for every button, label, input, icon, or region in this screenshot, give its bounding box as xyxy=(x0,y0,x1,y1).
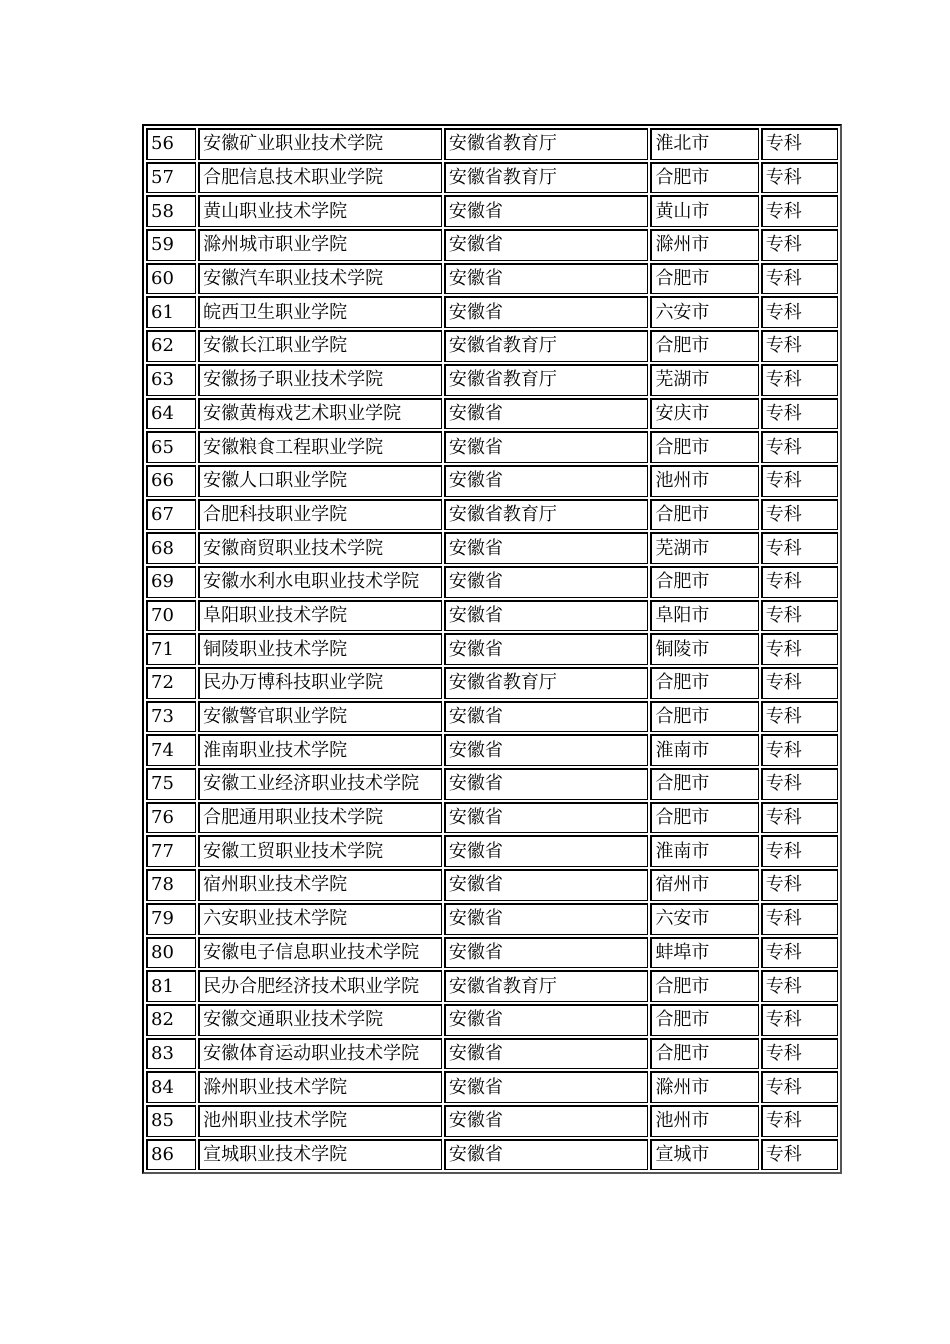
city-cell: 合肥市 xyxy=(650,431,758,463)
level-cell: 专科 xyxy=(761,970,838,1002)
row-number-cell: 58 xyxy=(146,195,196,227)
school-name-cell: 安徽扬子职业技术学院 xyxy=(198,364,442,396)
row-number-cell: 57 xyxy=(146,162,196,194)
city-cell: 六安市 xyxy=(650,903,758,935)
row-number-cell: 62 xyxy=(146,330,196,362)
table-row xyxy=(146,1038,838,1070)
authority-cell: 安徽省 xyxy=(444,1105,649,1137)
school-name-cell: 安徽黄梅戏艺术职业学院 xyxy=(198,398,442,430)
city-cell: 合肥市 xyxy=(650,330,758,362)
table-row xyxy=(146,532,838,564)
city-cell: 淮南市 xyxy=(650,835,758,867)
level-cell: 专科 xyxy=(761,195,838,227)
school-name-cell: 安徽长江职业学院 xyxy=(198,330,442,362)
level-cell: 专科 xyxy=(761,330,838,362)
table-row xyxy=(146,667,838,699)
authority-cell: 安徽省 xyxy=(444,1071,649,1103)
authority-cell: 安徽省 xyxy=(444,600,649,632)
table-row xyxy=(146,162,838,194)
row-number-cell: 86 xyxy=(146,1139,196,1171)
authority-cell: 安徽省 xyxy=(444,903,649,935)
table-row xyxy=(146,499,838,531)
level-cell: 专科 xyxy=(761,701,838,733)
row-number-cell: 81 xyxy=(146,970,196,1002)
school-name-cell: 皖西卫生职业学院 xyxy=(198,296,442,328)
level-cell: 专科 xyxy=(761,869,838,901)
level-cell: 专科 xyxy=(761,398,838,430)
table-row xyxy=(146,1139,838,1171)
school-name-cell: 六安职业技术学院 xyxy=(198,903,442,935)
row-number-cell: 73 xyxy=(146,701,196,733)
row-number-cell: 69 xyxy=(146,566,196,598)
table-row xyxy=(146,600,838,632)
table-row xyxy=(146,195,838,227)
table-row xyxy=(146,701,838,733)
city-cell: 宣城市 xyxy=(650,1139,758,1171)
row-number-cell: 84 xyxy=(146,1071,196,1103)
row-number-cell: 75 xyxy=(146,768,196,800)
city-cell: 合肥市 xyxy=(650,263,758,295)
row-number-cell: 83 xyxy=(146,1038,196,1070)
row-number-cell: 85 xyxy=(146,1105,196,1137)
table-row xyxy=(146,970,838,1002)
authority-cell: 安徽省 xyxy=(444,1038,649,1070)
authority-cell: 安徽省 xyxy=(444,835,649,867)
city-cell: 淮北市 xyxy=(650,128,758,160)
row-number-cell: 56 xyxy=(146,128,196,160)
level-cell: 专科 xyxy=(761,667,838,699)
city-cell: 合肥市 xyxy=(650,802,758,834)
level-cell: 专科 xyxy=(761,734,838,766)
school-name-cell: 安徽工贸职业技术学院 xyxy=(198,835,442,867)
city-cell: 安庆市 xyxy=(650,398,758,430)
authority-cell: 安徽省 xyxy=(444,263,649,295)
level-cell: 专科 xyxy=(761,835,838,867)
authority-cell: 安徽省 xyxy=(444,633,649,665)
school-name-cell: 安徽体育运动职业技术学院 xyxy=(198,1038,442,1070)
school-name-cell: 黄山职业技术学院 xyxy=(198,195,442,227)
school-name-cell: 民办合肥经济技术职业学院 xyxy=(198,970,442,1002)
city-cell: 合肥市 xyxy=(650,701,758,733)
table-row xyxy=(146,128,838,160)
row-number-cell: 76 xyxy=(146,802,196,834)
school-name-cell: 合肥科技职业学院 xyxy=(198,499,442,531)
school-name-cell: 安徽商贸职业技术学院 xyxy=(198,532,442,564)
level-cell: 专科 xyxy=(761,1139,838,1171)
authority-cell: 安徽省教育厅 xyxy=(444,970,649,1002)
authority-cell: 安徽省教育厅 xyxy=(444,330,649,362)
table-row xyxy=(146,431,838,463)
city-cell: 合肥市 xyxy=(650,667,758,699)
authority-cell: 安徽省 xyxy=(444,296,649,328)
table-row xyxy=(146,903,838,935)
table-row xyxy=(146,869,838,901)
city-cell: 合肥市 xyxy=(650,768,758,800)
authority-cell: 安徽省教育厅 xyxy=(444,499,649,531)
school-name-cell: 安徽电子信息职业技术学院 xyxy=(198,937,442,969)
level-cell: 专科 xyxy=(761,937,838,969)
row-number-cell: 77 xyxy=(146,835,196,867)
level-cell: 专科 xyxy=(761,1038,838,1070)
school-name-cell: 安徽人口职业学院 xyxy=(198,465,442,497)
school-name-cell: 安徽水利水电职业技术学院 xyxy=(198,566,442,598)
city-cell: 六安市 xyxy=(650,296,758,328)
level-cell: 专科 xyxy=(761,128,838,160)
table-row xyxy=(146,398,838,430)
authority-cell: 安徽省教育厅 xyxy=(444,667,649,699)
row-number-cell: 82 xyxy=(146,1004,196,1036)
school-name-cell: 安徽交通职业技术学院 xyxy=(198,1004,442,1036)
city-cell: 芜湖市 xyxy=(650,364,758,396)
table-row xyxy=(146,734,838,766)
authority-cell: 安徽省 xyxy=(444,566,649,598)
level-cell: 专科 xyxy=(761,768,838,800)
level-cell: 专科 xyxy=(761,1105,838,1137)
authority-cell: 安徽省 xyxy=(444,1139,649,1171)
city-cell: 池州市 xyxy=(650,465,758,497)
authority-cell: 安徽省 xyxy=(444,869,649,901)
authority-cell: 安徽省 xyxy=(444,734,649,766)
authority-cell: 安徽省 xyxy=(444,398,649,430)
level-cell: 专科 xyxy=(761,1071,838,1103)
level-cell: 专科 xyxy=(761,364,838,396)
school-name-cell: 安徽矿业职业技术学院 xyxy=(198,128,442,160)
row-number-cell: 61 xyxy=(146,296,196,328)
school-name-cell: 池州职业技术学院 xyxy=(198,1105,442,1137)
city-cell: 芜湖市 xyxy=(650,532,758,564)
row-number-cell: 79 xyxy=(146,903,196,935)
row-number-cell: 80 xyxy=(146,937,196,969)
row-number-cell: 67 xyxy=(146,499,196,531)
city-cell: 铜陵市 xyxy=(650,633,758,665)
row-number-cell: 68 xyxy=(146,532,196,564)
level-cell: 专科 xyxy=(761,1004,838,1036)
city-cell: 合肥市 xyxy=(650,499,758,531)
level-cell: 专科 xyxy=(761,532,838,564)
authority-cell: 安徽省 xyxy=(444,1004,649,1036)
table-row xyxy=(146,835,838,867)
level-cell: 专科 xyxy=(761,802,838,834)
authority-cell: 安徽省教育厅 xyxy=(444,364,649,396)
authority-cell: 安徽省 xyxy=(444,431,649,463)
table-row xyxy=(146,465,838,497)
table-row xyxy=(146,296,838,328)
city-cell: 滁州市 xyxy=(650,1071,758,1103)
city-cell: 阜阳市 xyxy=(650,600,758,632)
row-number-cell: 71 xyxy=(146,633,196,665)
city-cell: 滁州市 xyxy=(650,229,758,261)
city-cell: 淮南市 xyxy=(650,734,758,766)
row-number-cell: 70 xyxy=(146,600,196,632)
level-cell: 专科 xyxy=(761,633,838,665)
row-number-cell: 74 xyxy=(146,734,196,766)
level-cell: 专科 xyxy=(761,499,838,531)
school-name-cell: 宣城职业技术学院 xyxy=(198,1139,442,1171)
table-row xyxy=(146,1105,838,1137)
university-table xyxy=(142,124,842,1174)
row-number-cell: 72 xyxy=(146,667,196,699)
level-cell: 专科 xyxy=(761,465,838,497)
city-cell: 合肥市 xyxy=(650,162,758,194)
school-name-cell: 淮南职业技术学院 xyxy=(198,734,442,766)
table-row xyxy=(146,364,838,396)
city-cell: 合肥市 xyxy=(650,970,758,1002)
level-cell: 专科 xyxy=(761,600,838,632)
authority-cell: 安徽省 xyxy=(444,532,649,564)
city-cell: 合肥市 xyxy=(650,1038,758,1070)
authority-cell: 安徽省 xyxy=(444,802,649,834)
city-cell: 合肥市 xyxy=(650,1004,758,1036)
authority-cell: 安徽省 xyxy=(444,195,649,227)
school-name-cell: 安徽工业经济职业技术学院 xyxy=(198,768,442,800)
level-cell: 专科 xyxy=(761,903,838,935)
level-cell: 专科 xyxy=(761,566,838,598)
city-cell: 合肥市 xyxy=(650,566,758,598)
row-number-cell: 78 xyxy=(146,869,196,901)
school-name-cell: 安徽汽车职业技术学院 xyxy=(198,263,442,295)
level-cell: 专科 xyxy=(761,229,838,261)
level-cell: 专科 xyxy=(761,162,838,194)
table-row xyxy=(146,566,838,598)
table-row xyxy=(146,937,838,969)
level-cell: 专科 xyxy=(761,296,838,328)
table-row xyxy=(146,633,838,665)
school-name-cell: 合肥通用职业技术学院 xyxy=(198,802,442,834)
table-row xyxy=(146,1071,838,1103)
authority-cell: 安徽省 xyxy=(444,465,649,497)
authority-cell: 安徽省教育厅 xyxy=(444,128,649,160)
authority-cell: 安徽省 xyxy=(444,229,649,261)
row-number-cell: 65 xyxy=(146,431,196,463)
authority-cell: 安徽省教育厅 xyxy=(444,162,649,194)
school-name-cell: 铜陵职业技术学院 xyxy=(198,633,442,665)
row-number-cell: 60 xyxy=(146,263,196,295)
school-name-cell: 阜阳职业技术学院 xyxy=(198,600,442,632)
city-cell: 池州市 xyxy=(650,1105,758,1137)
table-row xyxy=(146,229,838,261)
school-name-cell: 宿州职业技术学院 xyxy=(198,869,442,901)
authority-cell: 安徽省 xyxy=(444,768,649,800)
school-name-cell: 安徽粮食工程职业学院 xyxy=(198,431,442,463)
level-cell: 专科 xyxy=(761,263,838,295)
table-row xyxy=(146,768,838,800)
authority-cell: 安徽省 xyxy=(444,701,649,733)
row-number-cell: 63 xyxy=(146,364,196,396)
row-number-cell: 59 xyxy=(146,229,196,261)
row-number-cell: 64 xyxy=(146,398,196,430)
city-cell: 蚌埠市 xyxy=(650,937,758,969)
school-name-cell: 安徽警官职业学院 xyxy=(198,701,442,733)
table-row xyxy=(146,802,838,834)
row-number-cell: 66 xyxy=(146,465,196,497)
level-cell: 专科 xyxy=(761,431,838,463)
school-name-cell: 民办万博科技职业学院 xyxy=(198,667,442,699)
school-name-cell: 合肥信息技术职业学院 xyxy=(198,162,442,194)
table-body xyxy=(146,128,838,1170)
school-name-cell: 滁州城市职业学院 xyxy=(198,229,442,261)
table-row xyxy=(146,330,838,362)
city-cell: 宿州市 xyxy=(650,869,758,901)
authority-cell: 安徽省 xyxy=(444,937,649,969)
school-name-cell: 滁州职业技术学院 xyxy=(198,1071,442,1103)
table-row xyxy=(146,263,838,295)
city-cell: 黄山市 xyxy=(650,195,758,227)
table-row xyxy=(146,1004,838,1036)
